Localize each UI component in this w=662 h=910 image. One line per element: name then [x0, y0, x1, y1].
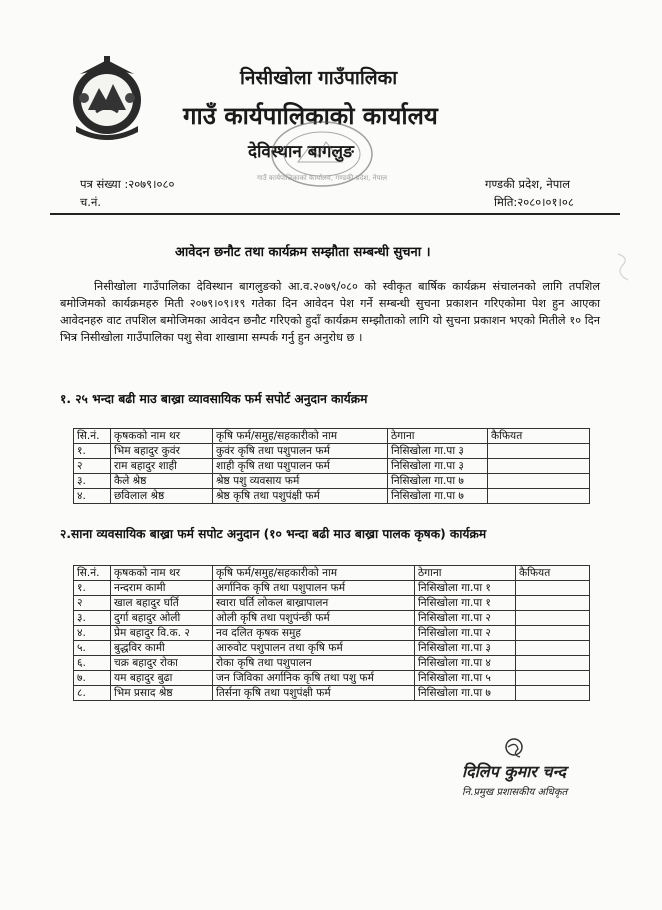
table-cell [516, 641, 590, 656]
table-header-cell: कृषकको नाम थर [111, 566, 213, 581]
section1-title: १. २५ भन्दा बढी माउ बाख्रा व्यावसायिक फर्म सपोर्ट अनुदान कार्यक्रम [60, 392, 368, 406]
table-row [74, 656, 590, 671]
table-header-cell: सि.नं. [74, 429, 111, 444]
table-header-cell: कृषि फर्म/समुह/सहकारीको नाम [213, 429, 388, 444]
table-cell: जन जिविका अर्गानिक कृषि तथा पशु फर्म [213, 671, 415, 686]
table-cell: आरुवोट पशुपालन तथा कृषि फर्म [213, 641, 415, 656]
table-cell [488, 459, 590, 474]
table-cell: चक्र बहादुर रोका [111, 656, 213, 671]
margin-scribble-icon [614, 250, 636, 284]
table-cell: निसिखोला गा.पा ७ [388, 489, 488, 504]
signatory-name: दिलिप कुमार चन्द [462, 762, 567, 781]
table-cell [516, 611, 590, 626]
table-cell: नन्दराम कामी [111, 581, 213, 596]
table-header-cell: कृषि फर्म/समुह/सहकारीको नाम [213, 566, 415, 581]
table-cell [516, 626, 590, 641]
table-cell: अर्गानिक कृषि तथा पशुपालन फर्म [213, 581, 415, 596]
table-cell: यम बहादुर बुढा [111, 671, 213, 686]
table-header-cell: कृषकको नाम थर [111, 429, 213, 444]
header-divider [50, 213, 620, 215]
table-row [74, 581, 590, 596]
table-cell [516, 596, 590, 611]
table-cell: निसिखोला गा.पा २ [415, 611, 516, 626]
table-row [74, 626, 590, 641]
section2-table [73, 565, 590, 701]
table-cell: श्रेष्ठ पशु व्यवसाय फर्म [213, 474, 388, 489]
table-cell: रोका कृषि तथा पशुपालन [213, 656, 415, 671]
province-label: गण्डकी प्रदेश, नेपाल [485, 177, 571, 191]
table-row [74, 474, 590, 489]
table-row [74, 489, 590, 504]
table-header-row [74, 566, 590, 581]
table-cell: ३. [74, 474, 111, 489]
table-cell: कैले श्रेष्ठ [111, 474, 213, 489]
table-row [74, 641, 590, 656]
table-cell: निसिखोला गा.पा १ [415, 581, 516, 596]
table-row [74, 596, 590, 611]
table-cell: १. [74, 444, 111, 459]
notice-body [60, 278, 600, 346]
office-location: देविस्थान बागलुङ [248, 142, 354, 162]
table-cell [488, 489, 590, 504]
table-cell: निसिखोला गा.पा ७ [415, 686, 516, 701]
table-cell: ५. [74, 641, 111, 656]
letter-number: पत्र संख्या :२०७९।०८० [80, 177, 175, 191]
table-cell: कुवंर कृषि तथा पशुपालन फर्म [213, 444, 388, 459]
table-row [74, 459, 590, 474]
table-cell [516, 581, 590, 596]
table-cell: ३. [74, 611, 111, 626]
table-cell: बुद्धविर कामी [111, 641, 213, 656]
table-header-cell: सि.नं. [74, 566, 111, 581]
table-header-cell: कैफियत [516, 566, 590, 581]
table-cell: भिम प्रसाद श्रेष्ठ [111, 686, 213, 701]
table-header-row [74, 429, 590, 444]
table-cell [488, 474, 590, 489]
notice-title: आवेदन छनौट तथा कार्यक्रम सम्झौता सम्बन्धी सुचना । [175, 245, 431, 260]
table-cell: प्रेम बहादुर वि.क. २ [111, 626, 213, 641]
table-cell: निसिखोला गा.पा ५ [415, 671, 516, 686]
table-row [74, 444, 590, 459]
signatory-designation: नि.प्रमुख प्रशासकीय अधिकृत [462, 787, 568, 798]
table-cell: ६. [74, 656, 111, 671]
table-cell: ७. [74, 671, 111, 686]
table-cell: ४. [74, 626, 111, 641]
nepal-emblem-icon [66, 52, 148, 140]
table-cell: खाल बहादुर घर्ति [111, 596, 213, 611]
table-cell [516, 671, 590, 686]
table-cell: तिर्सना कृषि तथा पशुपंक्षी फर्म [213, 686, 415, 701]
table-cell: २ [74, 459, 111, 474]
table-cell: निसिखोला गा.पा १ [415, 596, 516, 611]
date-label: मिति:२०८०।०१।०८ [494, 195, 574, 209]
table-cell: निसिखोला गा.पा ३ [415, 641, 516, 656]
table-cell: शाही कृषि तथा पशुपालन फर्म [213, 459, 388, 474]
section1-table [73, 428, 590, 504]
table-row [74, 671, 590, 686]
table-row [74, 686, 590, 701]
table-cell: निसिखोला गा.पा ३ [388, 459, 488, 474]
table-cell: २ [74, 596, 111, 611]
table-cell: ओली कृषि तथा पशुपंन्छी फर्म [213, 611, 415, 626]
office-stamp-icon [256, 118, 388, 190]
table-cell: निसिखोला गा.पा ७ [388, 474, 488, 489]
table-cell: दुर्गा बहादुर ओली [111, 611, 213, 626]
table-cell: छविलाल श्रेष्ठ [111, 489, 213, 504]
office-name: गाउँ कार्यपालिकाको कार्यालय [183, 102, 438, 130]
table-cell: निसिखोला गा.पा २ [415, 626, 516, 641]
municipality-name: निसीखोला गाउँपालिका [240, 67, 398, 89]
table-cell [488, 444, 590, 459]
table-cell: निसिखोला गा.पा ४ [415, 656, 516, 671]
dispatch-number: च.नं. [80, 195, 101, 209]
table-cell [516, 656, 590, 671]
table-header-cell: ठेगाना [415, 566, 516, 581]
table-cell: नव दलित कृषक समुह [213, 626, 415, 641]
table-cell: स्वारा घर्ति लोकल बाख्रापालन [213, 596, 415, 611]
table-cell: राम बहादुर शाही [111, 459, 213, 474]
table-cell: निसिखोला गा.पा ३ [388, 444, 488, 459]
stamp-text: गाउँ कार्यपालिकाको कार्यालय, गण्डकी प्रदेश, नेपाल [256, 174, 388, 182]
table-cell: १. [74, 581, 111, 596]
table-cell [516, 686, 590, 701]
table-header-cell: कैफियत [488, 429, 590, 444]
table-cell: भिम बहादुर कुवंर [111, 444, 213, 459]
section2-title: २.साना व्यवसायिक बाख्रा फर्म सपोट अनुदान (१० भन्दा बढी माउ बाख्रा पालक कृषक) कार्यक्रम [60, 527, 487, 541]
table-header-cell: ठेगाना [388, 429, 488, 444]
table-cell: श्रेष्ठ कृषि तथा पशुपंक्षी फर्म [213, 489, 388, 504]
notice-body-text: निसीखोला गाउँपालिका देविस्थान बागलुङको आ.व.२०७९/०८० को स्वीकृत बार्षिक कार्यक्रम संचालनको लागि तपशिल बमोजिमको कार्यक्रमहरु मिती २०७९।०९।१९ गतेका दिन आवेदन पेश गर्ने सम्बन्धी सुचना प्रकाशन गरिएकोमा पेश हुन आएका आवेदनहरु वाट तपशिल बमोजिमका आवेदन छनौट गरिएको हुदाँ कार्यक्रम सम्झौताको लागि यो सुचना प्रकाशन भएको मितीले १० दिन भित्र निसीखोला गाउँपालिका पशु सेवा शाखामा सम्पर्क गर्नु हुन अनुरोध छ । [60, 280, 600, 344]
table-cell: ४. [74, 489, 111, 504]
table-cell: ८. [74, 686, 111, 701]
table-row [74, 611, 590, 626]
